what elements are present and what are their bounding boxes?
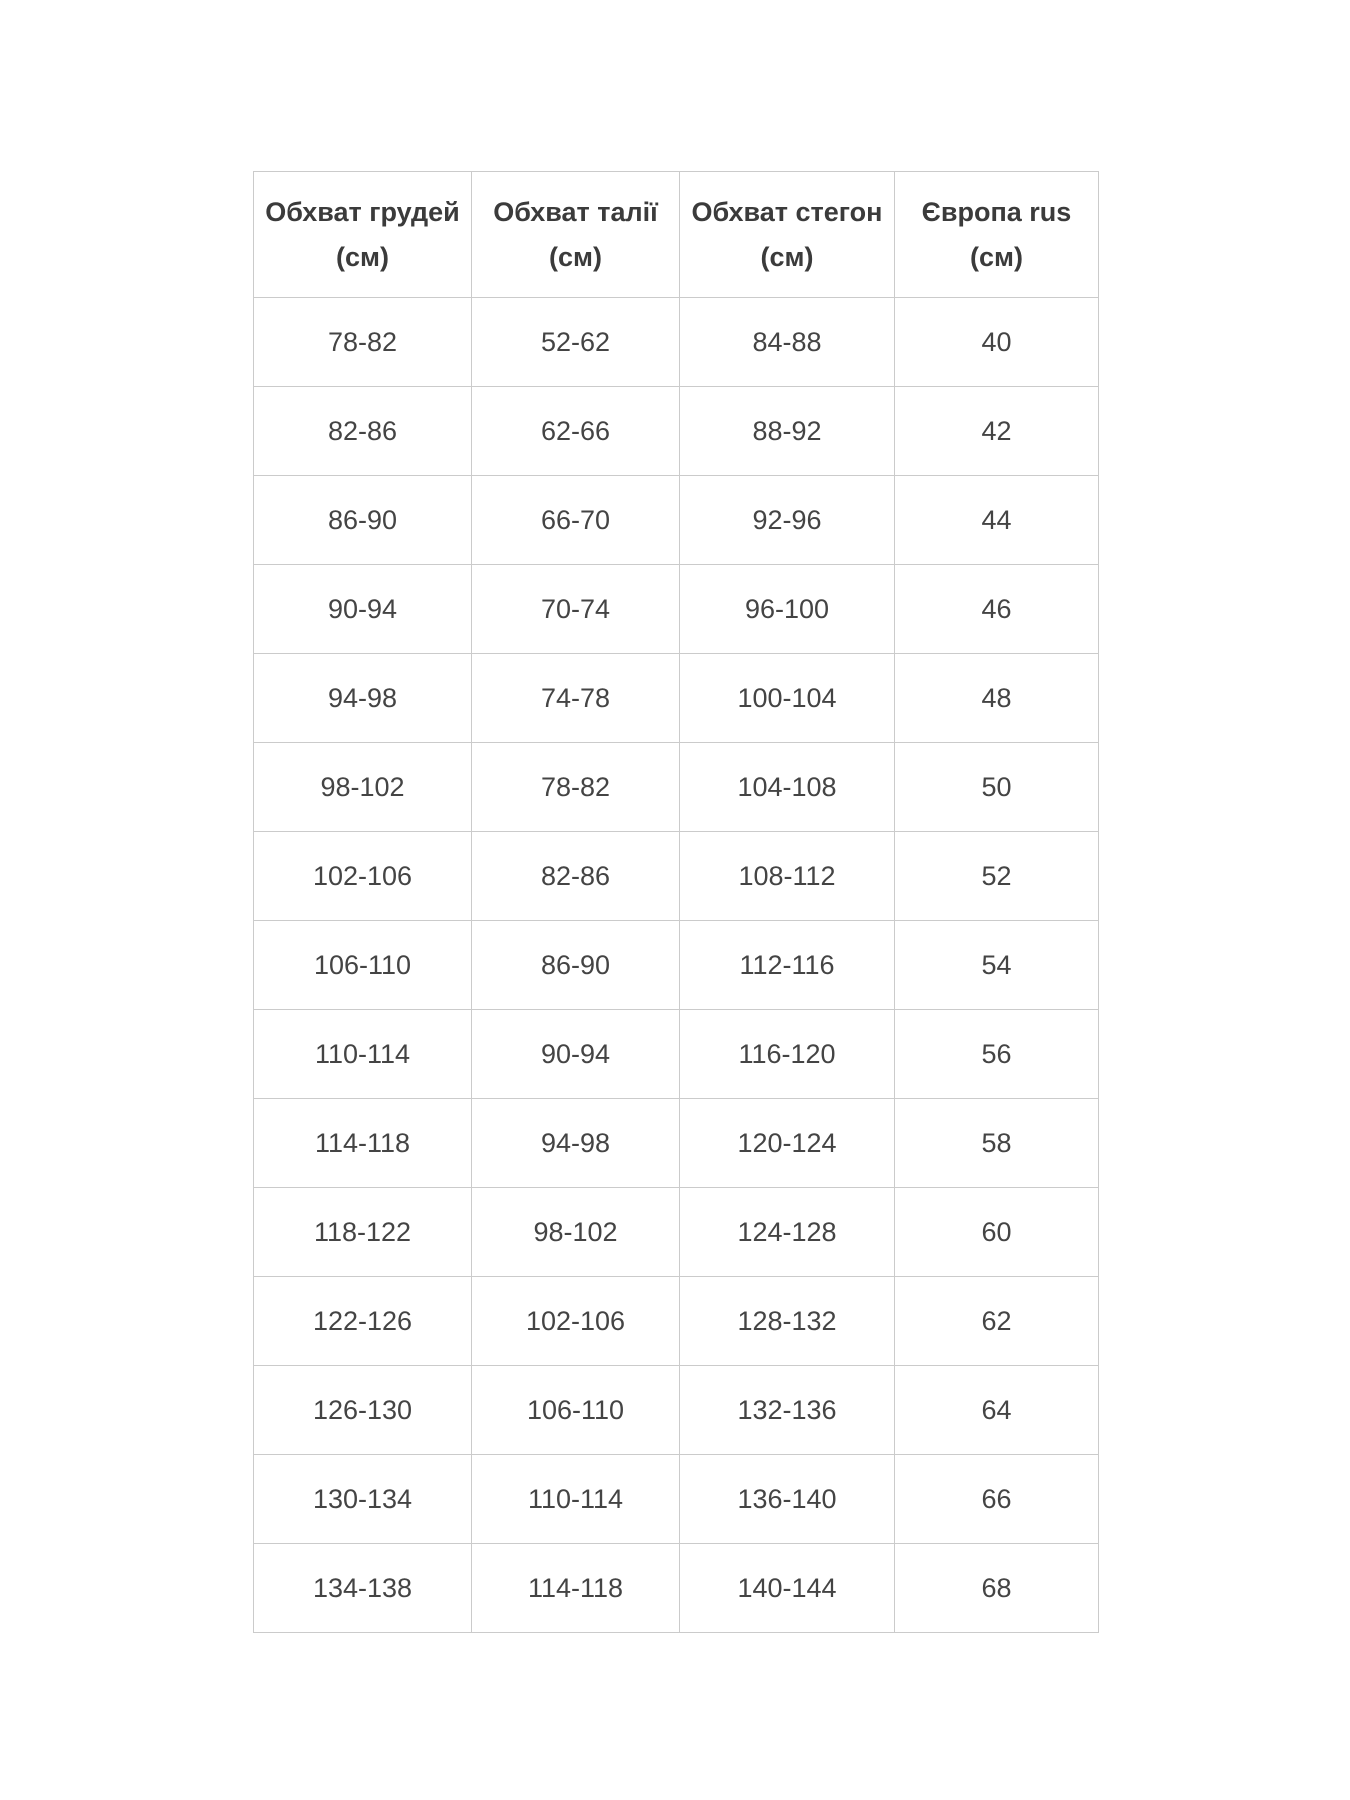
table-cell: 126-130 <box>254 1366 472 1455</box>
table-cell: 82-86 <box>254 387 472 476</box>
table-cell: 74-78 <box>472 654 680 743</box>
table-cell: 98-102 <box>472 1188 680 1277</box>
table-cell: 130-134 <box>254 1455 472 1544</box>
table-cell: 132-136 <box>680 1366 895 1455</box>
table-cell: 106-110 <box>254 921 472 1010</box>
table-row <box>254 298 1099 387</box>
table-cell: 62-66 <box>472 387 680 476</box>
table-cell: 46 <box>895 565 1099 654</box>
table-cell: 120-124 <box>680 1099 895 1188</box>
table-cell: 122-126 <box>254 1277 472 1366</box>
table-cell: 128-132 <box>680 1277 895 1366</box>
table-cell: 104-108 <box>680 743 895 832</box>
table-row <box>254 832 1099 921</box>
table-cell: 58 <box>895 1099 1099 1188</box>
table-cell: 140-144 <box>680 1544 895 1633</box>
table-cell: 78-82 <box>254 298 472 387</box>
table-row <box>254 1277 1099 1366</box>
table-row <box>254 654 1099 743</box>
table-cell: 66-70 <box>472 476 680 565</box>
table-cell: 90-94 <box>472 1010 680 1099</box>
table-cell: 136-140 <box>680 1455 895 1544</box>
table-row <box>254 743 1099 832</box>
table-cell: 50 <box>895 743 1099 832</box>
table-cell: 62 <box>895 1277 1099 1366</box>
table-cell: 66 <box>895 1455 1099 1544</box>
header-row <box>254 172 1099 298</box>
column-header: Обхват талії (см) <box>472 172 680 298</box>
column-header: Обхват стегон (см) <box>680 172 895 298</box>
table-cell: 42 <box>895 387 1099 476</box>
table-row <box>254 387 1099 476</box>
table-cell: 118-122 <box>254 1188 472 1277</box>
table-row <box>254 565 1099 654</box>
table-cell: 110-114 <box>472 1455 680 1544</box>
table-cell: 88-92 <box>680 387 895 476</box>
table-cell: 64 <box>895 1366 1099 1455</box>
table-row <box>254 1010 1099 1099</box>
column-header: Європа rus (см) <box>895 172 1099 298</box>
table-cell: 102-106 <box>472 1277 680 1366</box>
table-cell: 56 <box>895 1010 1099 1099</box>
table-cell: 52 <box>895 832 1099 921</box>
table-cell: 124-128 <box>680 1188 895 1277</box>
table-cell: 84-88 <box>680 298 895 387</box>
table-cell: 98-102 <box>254 743 472 832</box>
table-row <box>254 1366 1099 1455</box>
table-cell: 114-118 <box>472 1544 680 1633</box>
table-cell: 100-104 <box>680 654 895 743</box>
table-cell: 86-90 <box>254 476 472 565</box>
table-cell: 110-114 <box>254 1010 472 1099</box>
table-cell: 102-106 <box>254 832 472 921</box>
table-cell: 48 <box>895 654 1099 743</box>
table-row <box>254 1455 1099 1544</box>
column-header: Обхват грудей (см) <box>254 172 472 298</box>
table-cell: 52-62 <box>472 298 680 387</box>
table-cell: 86-90 <box>472 921 680 1010</box>
table-cell: 44 <box>895 476 1099 565</box>
table-cell: 40 <box>895 298 1099 387</box>
table-cell: 68 <box>895 1544 1099 1633</box>
table-row <box>254 1188 1099 1277</box>
table-cell: 96-100 <box>680 565 895 654</box>
table-cell: 134-138 <box>254 1544 472 1633</box>
table-row <box>254 921 1099 1010</box>
table-cell: 108-112 <box>680 832 895 921</box>
table-cell: 92-96 <box>680 476 895 565</box>
size-chart-body <box>254 298 1099 1633</box>
table-cell: 78-82 <box>472 743 680 832</box>
table-cell: 112-116 <box>680 921 895 1010</box>
size-chart-container <box>253 171 1099 1633</box>
size-chart-table <box>253 171 1099 1633</box>
table-cell: 116-120 <box>680 1010 895 1099</box>
table-cell: 54 <box>895 921 1099 1010</box>
table-row <box>254 1099 1099 1188</box>
table-cell: 90-94 <box>254 565 472 654</box>
table-row <box>254 1544 1099 1633</box>
table-cell: 106-110 <box>472 1366 680 1455</box>
table-cell: 60 <box>895 1188 1099 1277</box>
size-chart-header <box>254 172 1099 298</box>
table-cell: 94-98 <box>254 654 472 743</box>
table-cell: 82-86 <box>472 832 680 921</box>
table-cell: 114-118 <box>254 1099 472 1188</box>
table-cell: 94-98 <box>472 1099 680 1188</box>
table-row <box>254 476 1099 565</box>
table-cell: 70-74 <box>472 565 680 654</box>
